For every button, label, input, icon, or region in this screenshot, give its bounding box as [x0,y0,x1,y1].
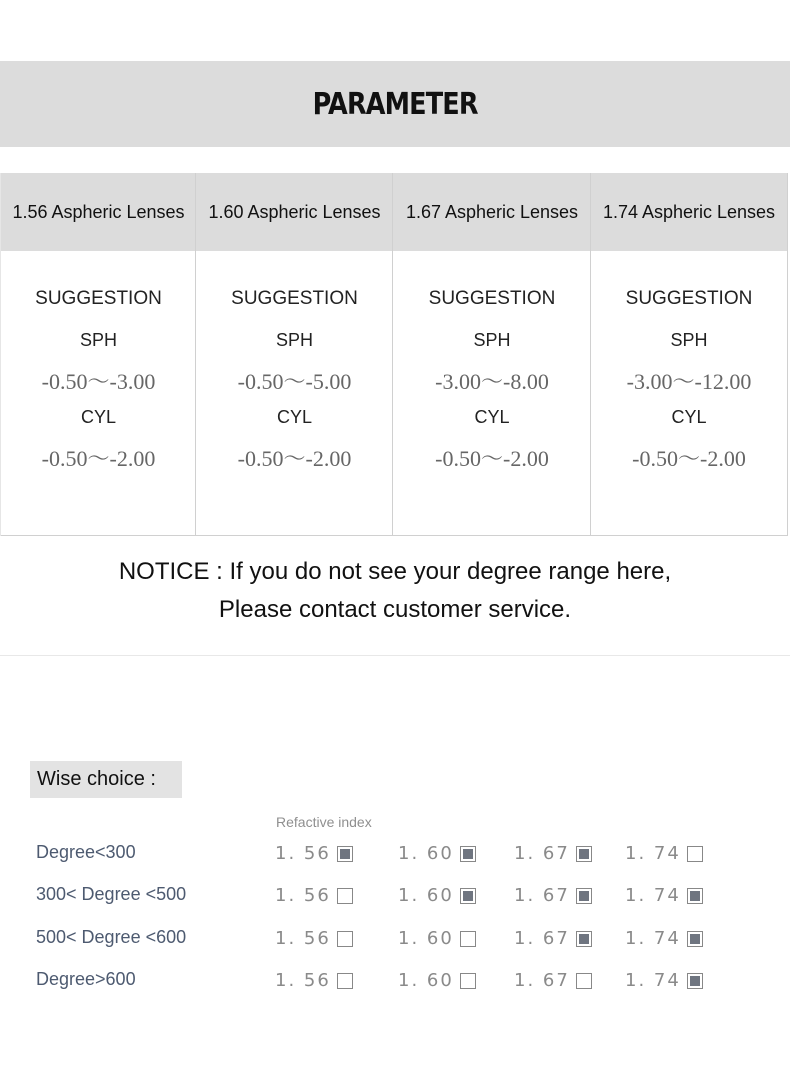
sph-range: -3.00～-8.00 [435,369,549,394]
index-option-1-56[interactable] [275,970,353,991]
index-option-1-56[interactable] [275,843,353,864]
lens-header: 1.56 Aspheric Lenses [1,173,196,251]
checkbox-checked[interactable] [687,888,703,904]
index-value: 1. 60 [398,843,454,864]
index-value: 1. 56 [275,885,331,906]
checkbox-unchecked[interactable] [460,973,476,989]
suggestion-label: SUGGESTION [231,288,358,309]
lens-column-1-60 [195,173,393,536]
checkbox-checked[interactable] [460,888,476,904]
index-value: 1. 60 [398,885,454,906]
lens-header: 1.67 Aspheric Lenses [393,173,591,251]
index-value: 1. 74 [625,970,681,991]
checkbox-checked[interactable] [687,931,703,947]
index-option-1-67[interactable] [514,843,592,864]
index-option-1-67[interactable] [514,970,592,991]
checkbox-unchecked[interactable] [687,846,703,862]
index-option-1-67[interactable] [514,928,592,949]
degree-row-label: 300< Degree <500 [36,884,187,904]
checkbox-checked[interactable] [576,888,592,904]
index-value: 1. 74 [625,928,681,949]
index-option-1-56[interactable] [275,928,353,949]
sph-label: SPH [79,330,117,350]
checkbox-unchecked[interactable] [337,973,353,989]
sph-label: SPH [473,330,511,350]
lens-column-1-74 [590,173,788,536]
sph-label: SPH [670,330,708,350]
section-divider [0,655,790,656]
cyl-range: -0.50～-2.00 [237,446,352,471]
cyl-label: CYL [276,407,312,427]
index-value: 1. 56 [275,928,331,949]
cyl-range: -0.50～-2.00 [435,446,549,471]
index-option-1-60[interactable] [398,970,476,991]
index-value: 1. 74 [625,843,681,864]
index-option-1-67[interactable] [514,885,592,906]
checkbox-checked[interactable] [576,931,592,947]
checkbox-unchecked[interactable] [337,888,353,904]
sph-label: SPH [275,330,313,350]
cyl-label: CYL [474,407,510,427]
checkbox-unchecked[interactable] [460,931,476,947]
index-value: 1. 67 [514,843,570,864]
refractive-index-label: Refactive index [276,814,372,830]
index-option-1-74[interactable] [625,928,703,949]
suggestion-label: SUGGESTION [35,288,162,309]
lens-header: 1.74 Aspheric Lenses [591,173,787,251]
checkbox-unchecked[interactable] [576,973,592,989]
checkbox-checked[interactable] [460,846,476,862]
parameter-header [0,61,790,147]
index-value: 1. 56 [275,843,331,864]
index-value: 1. 74 [625,885,681,906]
cyl-range: -0.50～-2.00 [632,446,746,471]
notice-line-2: Please contact customer service. [218,596,572,623]
index-value: 1. 60 [398,928,454,949]
lens-body [591,251,787,536]
sph-range: -0.50～-5.00 [237,369,352,394]
cyl-range: -0.50～-2.00 [41,446,156,471]
index-value: 1. 60 [398,970,454,991]
notice-line-1: NOTICE : If you do not see your degree range here, [118,558,672,585]
checkbox-unchecked[interactable] [337,931,353,947]
index-value: 1. 67 [514,885,570,906]
checkbox-checked[interactable] [687,973,703,989]
lens-body [1,251,196,536]
lens-column-1-67 [392,173,591,536]
degree-row-label: Degree>600 [36,969,136,989]
lens-header: 1.60 Aspheric Lenses [196,173,393,251]
lens-body [393,251,591,536]
index-option-1-60[interactable] [398,885,476,906]
checkbox-checked[interactable] [576,846,592,862]
lens-parameter-table [0,173,790,536]
index-option-1-74[interactable] [625,970,703,991]
checkbox-checked[interactable] [337,846,353,862]
sph-range: -3.00～-12.00 [626,369,752,394]
index-option-1-74[interactable] [625,843,703,864]
suggestion-label: SUGGESTION [625,288,753,309]
wise-choice-title: Wise choice : [37,768,156,790]
suggestion-label: SUGGESTION [428,288,556,309]
cyl-label: CYL [671,407,707,427]
index-option-1-60[interactable] [398,928,476,949]
lens-body [196,251,393,536]
sph-range: -0.50～-3.00 [41,369,156,394]
cyl-label: CYL [80,407,116,427]
lens-column-1-56 [0,173,196,536]
index-option-1-74[interactable] [625,885,703,906]
notice-text [0,553,790,629]
index-value: 1. 67 [514,928,570,949]
index-value: 1. 56 [275,970,331,991]
index-value: 1. 67 [514,970,570,991]
wise-choice-heading [30,761,182,798]
degree-row-label: 500< Degree <600 [36,927,187,947]
degree-row-label: Degree<300 [36,842,136,862]
index-option-1-56[interactable] [275,885,353,906]
index-option-1-60[interactable] [398,843,476,864]
page-title: PARAMETER [312,86,478,122]
